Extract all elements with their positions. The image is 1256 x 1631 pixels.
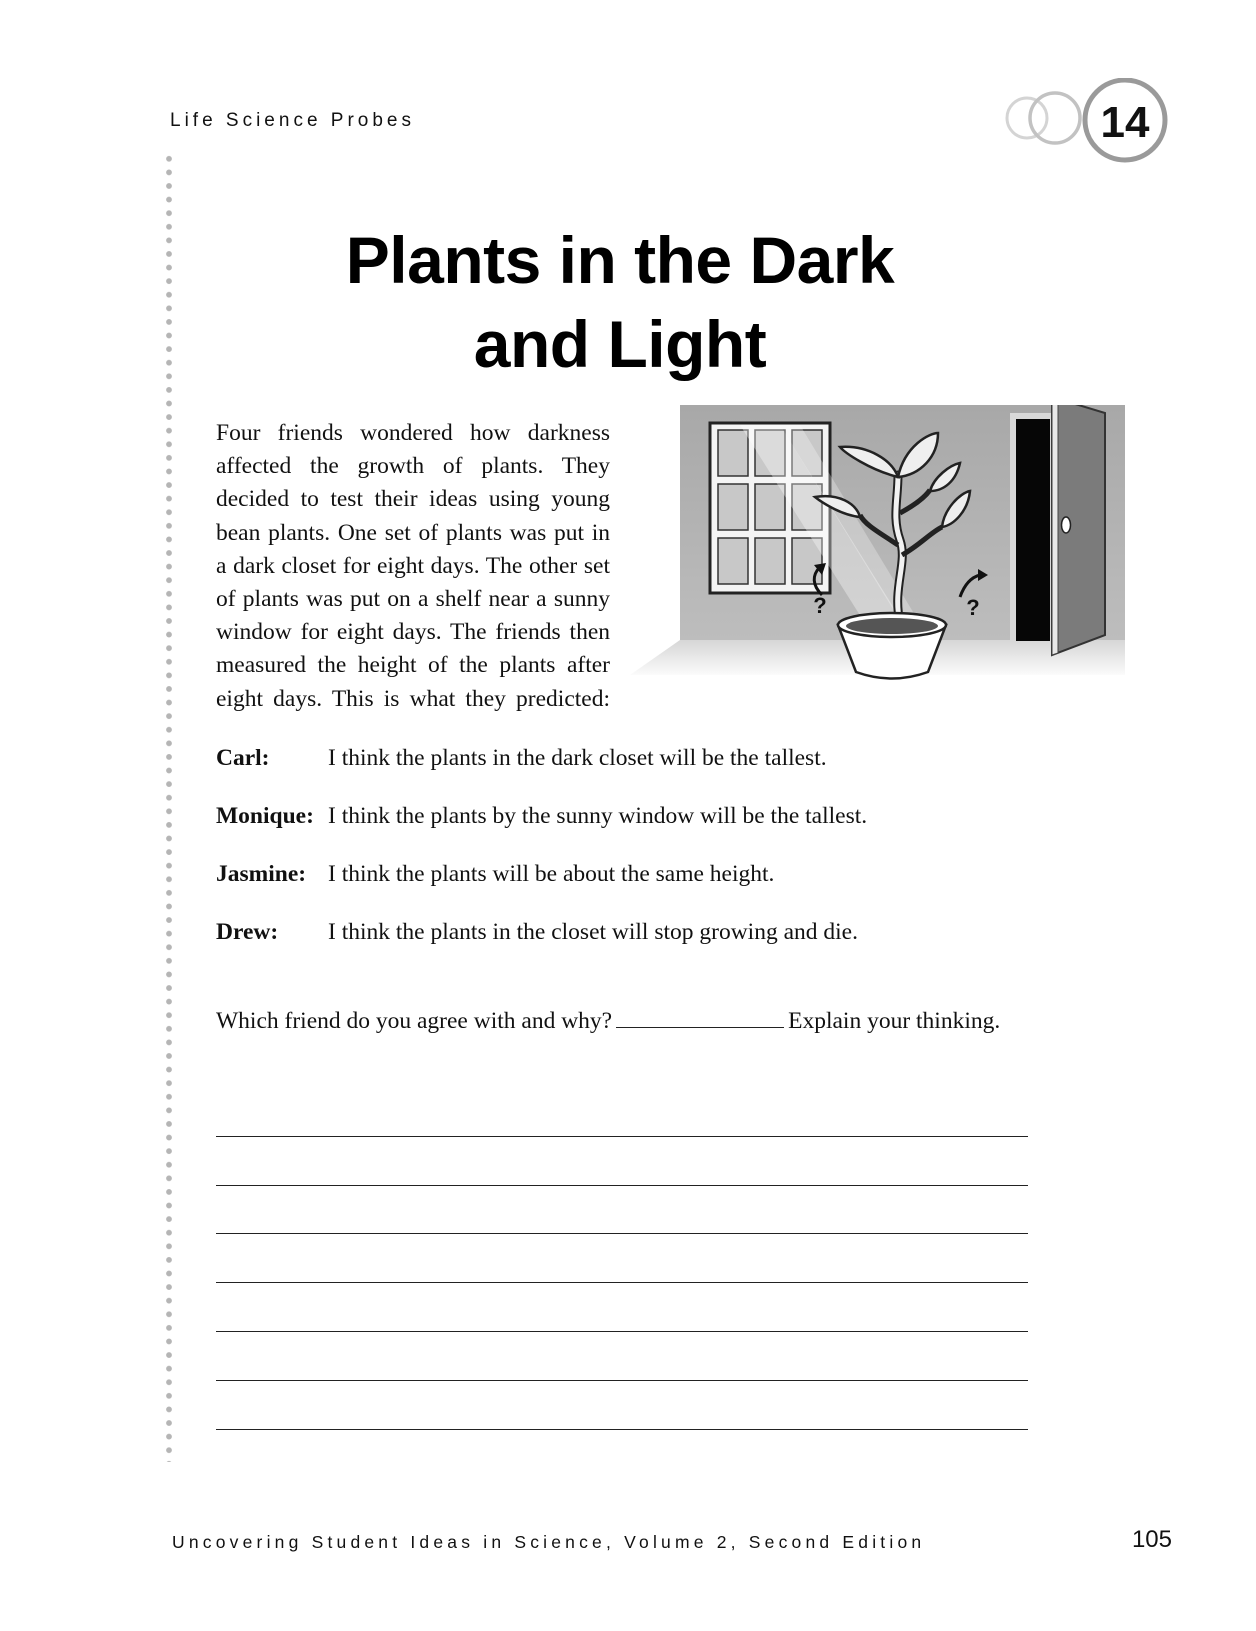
title-line-2: and Light	[473, 307, 767, 381]
prediction-text: I think the plants in the closet will stop growing and die.	[328, 919, 858, 945]
dotted-margin-line	[165, 152, 173, 1462]
speaker-name: Monique:	[216, 803, 314, 829]
door-icon	[1010, 405, 1105, 655]
answer-line[interactable]	[216, 1186, 1028, 1235]
question-mark-2: ?	[966, 595, 980, 620]
prediction-row	[216, 917, 1096, 975]
question-mark-1: ?	[813, 593, 827, 618]
friend-answer-blank[interactable]	[616, 1005, 784, 1028]
prediction-text: I think the plants will be about the same height.	[328, 861, 775, 887]
title-line-1: Plants in the Dark	[345, 223, 895, 297]
probe-number-badge	[1005, 78, 1175, 168]
page-title	[200, 218, 1040, 386]
page-number: 105	[1131, 1526, 1172, 1553]
question-text: Which friend do you agree with and why?	[216, 1008, 613, 1034]
prediction-row	[216, 743, 1096, 801]
question-prompt	[216, 1005, 1116, 1036]
answer-line[interactable]	[216, 1234, 1028, 1283]
section-label: Life Science Probes	[170, 110, 415, 131]
answer-line[interactable]	[216, 1332, 1028, 1381]
intro-paragraph: Four friends wondered how darkness affected the growth of plants. They decided to test their ideas using young bean plants. One set of plants was put in a dark closet for eight days. The other set of plants was put on a shelf near a sunny window for eight days. The friends then measured the height of the plants after eight days. This is what they predicted:	[216, 420, 610, 712]
speaker-name: Drew:	[216, 919, 279, 945]
probe-number: 14	[1100, 98, 1150, 147]
prediction-row	[216, 859, 1096, 917]
speaker-name: Carl:	[216, 745, 270, 771]
answer-lines	[216, 1088, 1028, 1430]
answer-line[interactable]	[216, 1088, 1028, 1137]
footer-book-title: Uncovering Student Ideas in Science, Volume 2, Second Edition	[172, 1532, 926, 1552]
predictions-list	[216, 743, 1096, 975]
prediction-text: I think the plants by the sunny window will be the tallest.	[328, 803, 868, 829]
room-scene-image	[630, 405, 1125, 710]
answer-line[interactable]	[216, 1137, 1028, 1186]
prediction-row	[216, 801, 1096, 859]
answer-line[interactable]	[216, 1381, 1028, 1430]
answer-line[interactable]	[216, 1283, 1028, 1332]
question-follow-text: Explain your thinking.	[788, 1008, 1001, 1034]
prediction-text: I think the plants in the dark closet will be the tallest.	[328, 745, 827, 771]
flower-pot-icon	[838, 613, 946, 679]
plant-illustration	[630, 405, 1125, 710]
speaker-name: Jasmine:	[216, 861, 307, 887]
